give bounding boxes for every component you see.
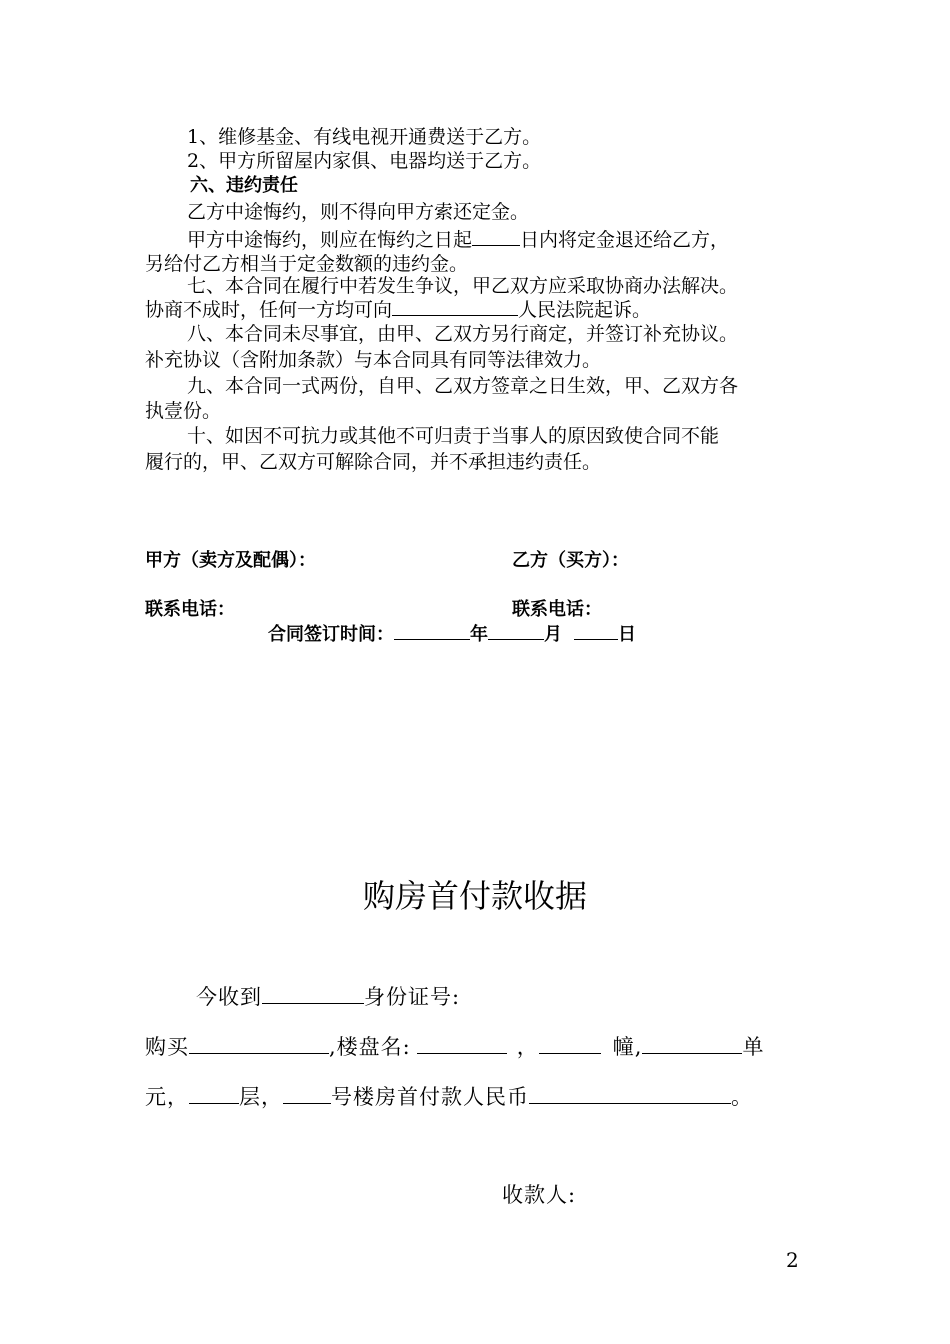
clause-8: 八、本合同未尽事宜，由甲、乙双方另行商定，并签订补充协议。 (187, 323, 739, 345)
unit-blank[interactable] (642, 1036, 742, 1054)
phone-b-label: 联系电话： (512, 599, 602, 620)
buyer-breach-clause: 乙方中途悔约，则不得向甲方索还定金。 (187, 201, 530, 223)
day-blank[interactable] (574, 622, 618, 640)
building-label: 幢, (612, 1035, 643, 1059)
month-blank[interactable] (488, 622, 544, 640)
page-number: 2 (786, 1248, 799, 1272)
year-blank[interactable] (394, 622, 470, 640)
day-label: 日 (618, 624, 636, 645)
clause-7-text: 协商不成时，任何一方均可向 (145, 299, 393, 321)
seller-breach-clause (187, 228, 729, 252)
id-number-label: 身份证号: (364, 985, 461, 1009)
clause-7-cont (145, 298, 651, 322)
clause-8-cont: 补充协议（含附加条款）与本合同具有同等法律效力。 (145, 349, 602, 371)
unit-end-label: 元， (145, 1085, 189, 1109)
seller-breach-clause-cont: 另给付乙方相当于定金数额的违约金。 (145, 253, 469, 275)
amount-blank[interactable] (529, 1086, 731, 1104)
clause-10: 十、如因不可抗力或其他不可归责于当事人的原因致使合同不能 (187, 425, 720, 447)
court-blank[interactable] (392, 298, 518, 316)
receipt-title: 购房首付款收据 (362, 877, 587, 915)
receipt-line-3 (145, 1082, 753, 1112)
room-payment-label: 号楼房首付款人民币 (331, 1085, 529, 1109)
room-blank[interactable] (283, 1086, 331, 1104)
payer-name-blank[interactable] (262, 986, 364, 1004)
clause-9-cont: 执壹份。 (145, 400, 222, 422)
comma-separator: ， (516, 1035, 539, 1059)
sign-date-line (268, 622, 636, 647)
phone-a-label: 联系电话： (145, 599, 235, 620)
sign-date-label: 合同签订时间： (268, 624, 394, 645)
party-b-label: 乙方（买方）： (512, 550, 629, 571)
clause-item-2: 2、甲方所留屋内家俱、电器均送于乙方。 (187, 150, 542, 172)
year-label: 年 (470, 624, 488, 645)
clause-7-text-end: 人民法院起诉。 (518, 299, 652, 321)
seller-breach-text-cont: 日内将定金退还给乙方， (520, 229, 730, 251)
receipt-line-1 (196, 982, 460, 1012)
unit-label: 单 (742, 1035, 765, 1059)
clause-10-cont: 履行的，甲、乙双方可解除合同，并不承担违约责任。 (145, 451, 602, 473)
section-heading-breach: 六、违约责任 (190, 175, 298, 196)
project-name-label: ,楼盘名: (329, 1035, 411, 1059)
received-from-label: 今收到 (196, 985, 262, 1009)
clause-7: 七、本合同在履行中若发生争议，甲乙双方应采取协商办法解决。 (187, 275, 739, 297)
floor-label: 层， (239, 1085, 283, 1109)
days-blank[interactable] (472, 228, 520, 246)
payee-label: 收款人: (502, 1183, 577, 1207)
party-a-label: 甲方（卖方及配偶）： (145, 550, 316, 571)
month-label: 月 (544, 624, 562, 645)
period: 。 (731, 1085, 753, 1109)
building-blank[interactable] (539, 1036, 601, 1054)
purchase-label: 购买 (145, 1035, 189, 1059)
clause-item-1: 1、维修基金、有线电视开通费送于乙方。 (187, 126, 542, 148)
purchase-blank[interactable] (189, 1036, 329, 1054)
floor-blank[interactable] (189, 1086, 239, 1104)
project-name-blank[interactable] (417, 1036, 507, 1054)
seller-breach-text: 甲方中途悔约，则应在悔约之日起 (187, 229, 473, 251)
clause-9: 九、本合同一式两份，自甲、乙双方签章之日生效，甲、乙双方各 (187, 375, 739, 397)
receipt-line-2 (145, 1032, 764, 1062)
